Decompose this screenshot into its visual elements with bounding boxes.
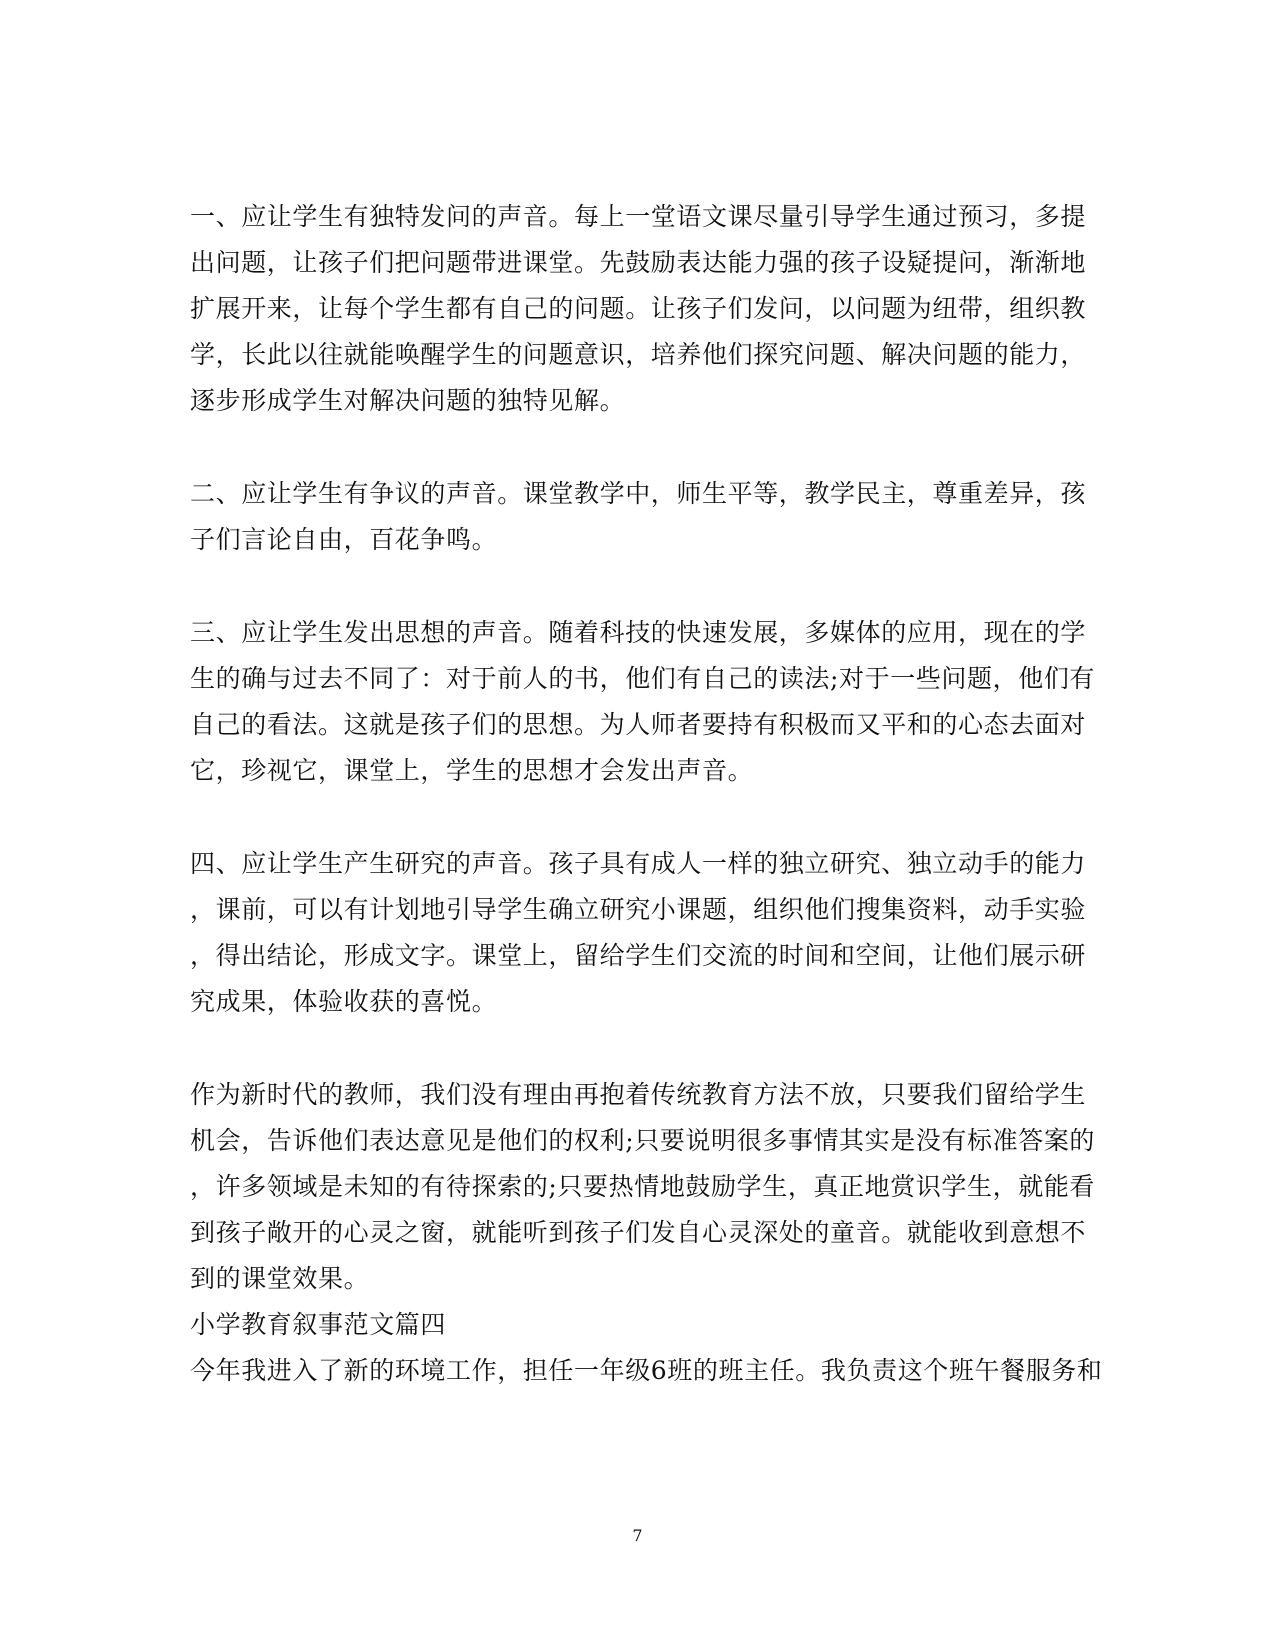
- text-line: 生的确与过去不同了：对于前人的书，他们有自己的读法;对于一些问题，他们有: [190, 664, 1096, 693]
- text-line: 到的课堂效果。: [190, 1264, 370, 1293]
- text-line: 到孩子敞开的心灵之窗，就能听到孩子们发自心灵深处的童音。就能收到意想不: [190, 1218, 1087, 1247]
- text-line: 机会，告诉他们表达意见是他们的权利;只要说明很多事情其实是没有标准答案的: [190, 1126, 1096, 1155]
- text-line: ，许多领域是未知的有待探索的;只要热情地鼓励学生，真正地赏识学生，就能看: [190, 1172, 1096, 1201]
- text-line: 二、应让学生有争议的声音。课堂教学中，师生平等，教学民主，尊重差异，孩: [190, 479, 1087, 508]
- text-line: ，得出结论，形成文字。课堂上，留给学生们交流的时间和空间，让他们展示研: [190, 941, 1087, 970]
- text-line: 自己的看法。这就是孩子们的思想。为人师者要持有积极而又平和的心态去面对: [190, 710, 1087, 739]
- text-line: 它，珍视它，课堂上，学生的思想才会发出声音。: [190, 756, 754, 785]
- text-line: 逐步形成学生对解决问题的独特见解。: [190, 386, 626, 415]
- text-line: ，课前，可以有计划地引导学生确立研究小课题，组织他们搜集资料，动手实验: [190, 895, 1087, 924]
- text-line: 三、应让学生发出思想的声音。随着科技的快速发展，多媒体的应用，现在的学: [190, 618, 1087, 647]
- text-line: 子们言论自由，百花争鸣。: [190, 525, 498, 554]
- text-line: 一、应让学生有独特发问的声音。每上一堂语文课尽量引导学生通过预习，多提: [190, 202, 1087, 231]
- section-heading: 小学教育叙事范文篇四: [190, 1310, 447, 1339]
- text-line: 作为新时代的教师，我们没有理由再抱着传统教育方法不放，只要我们留给学生: [190, 1080, 1087, 1109]
- text-line: 究成果，体验收获的喜悦。: [190, 987, 498, 1016]
- text-line: 四、应让学生产生研究的声音。孩子具有成人一样的独立研究、独立动手的能力: [190, 849, 1087, 878]
- text-line: 扩展开来，让每个学生都有自己的问题。让孩子们发问，以问题为纽带，组织教: [190, 294, 1087, 323]
- text-line: 今年我进入了新的环境工作，担任一年级6班的班主任。我负责这个班午餐服务和: [190, 1356, 1103, 1385]
- text-line: 出问题，让孩子们把问题带进课堂。先鼓励表达能力强的孩子设疑提问，渐渐地: [190, 248, 1087, 277]
- text-line: 学，长此以往就能唤醒学生的问题意识，培养他们探究问题、解决问题的能力，: [190, 340, 1087, 369]
- page-number: 7: [632, 1526, 643, 1545]
